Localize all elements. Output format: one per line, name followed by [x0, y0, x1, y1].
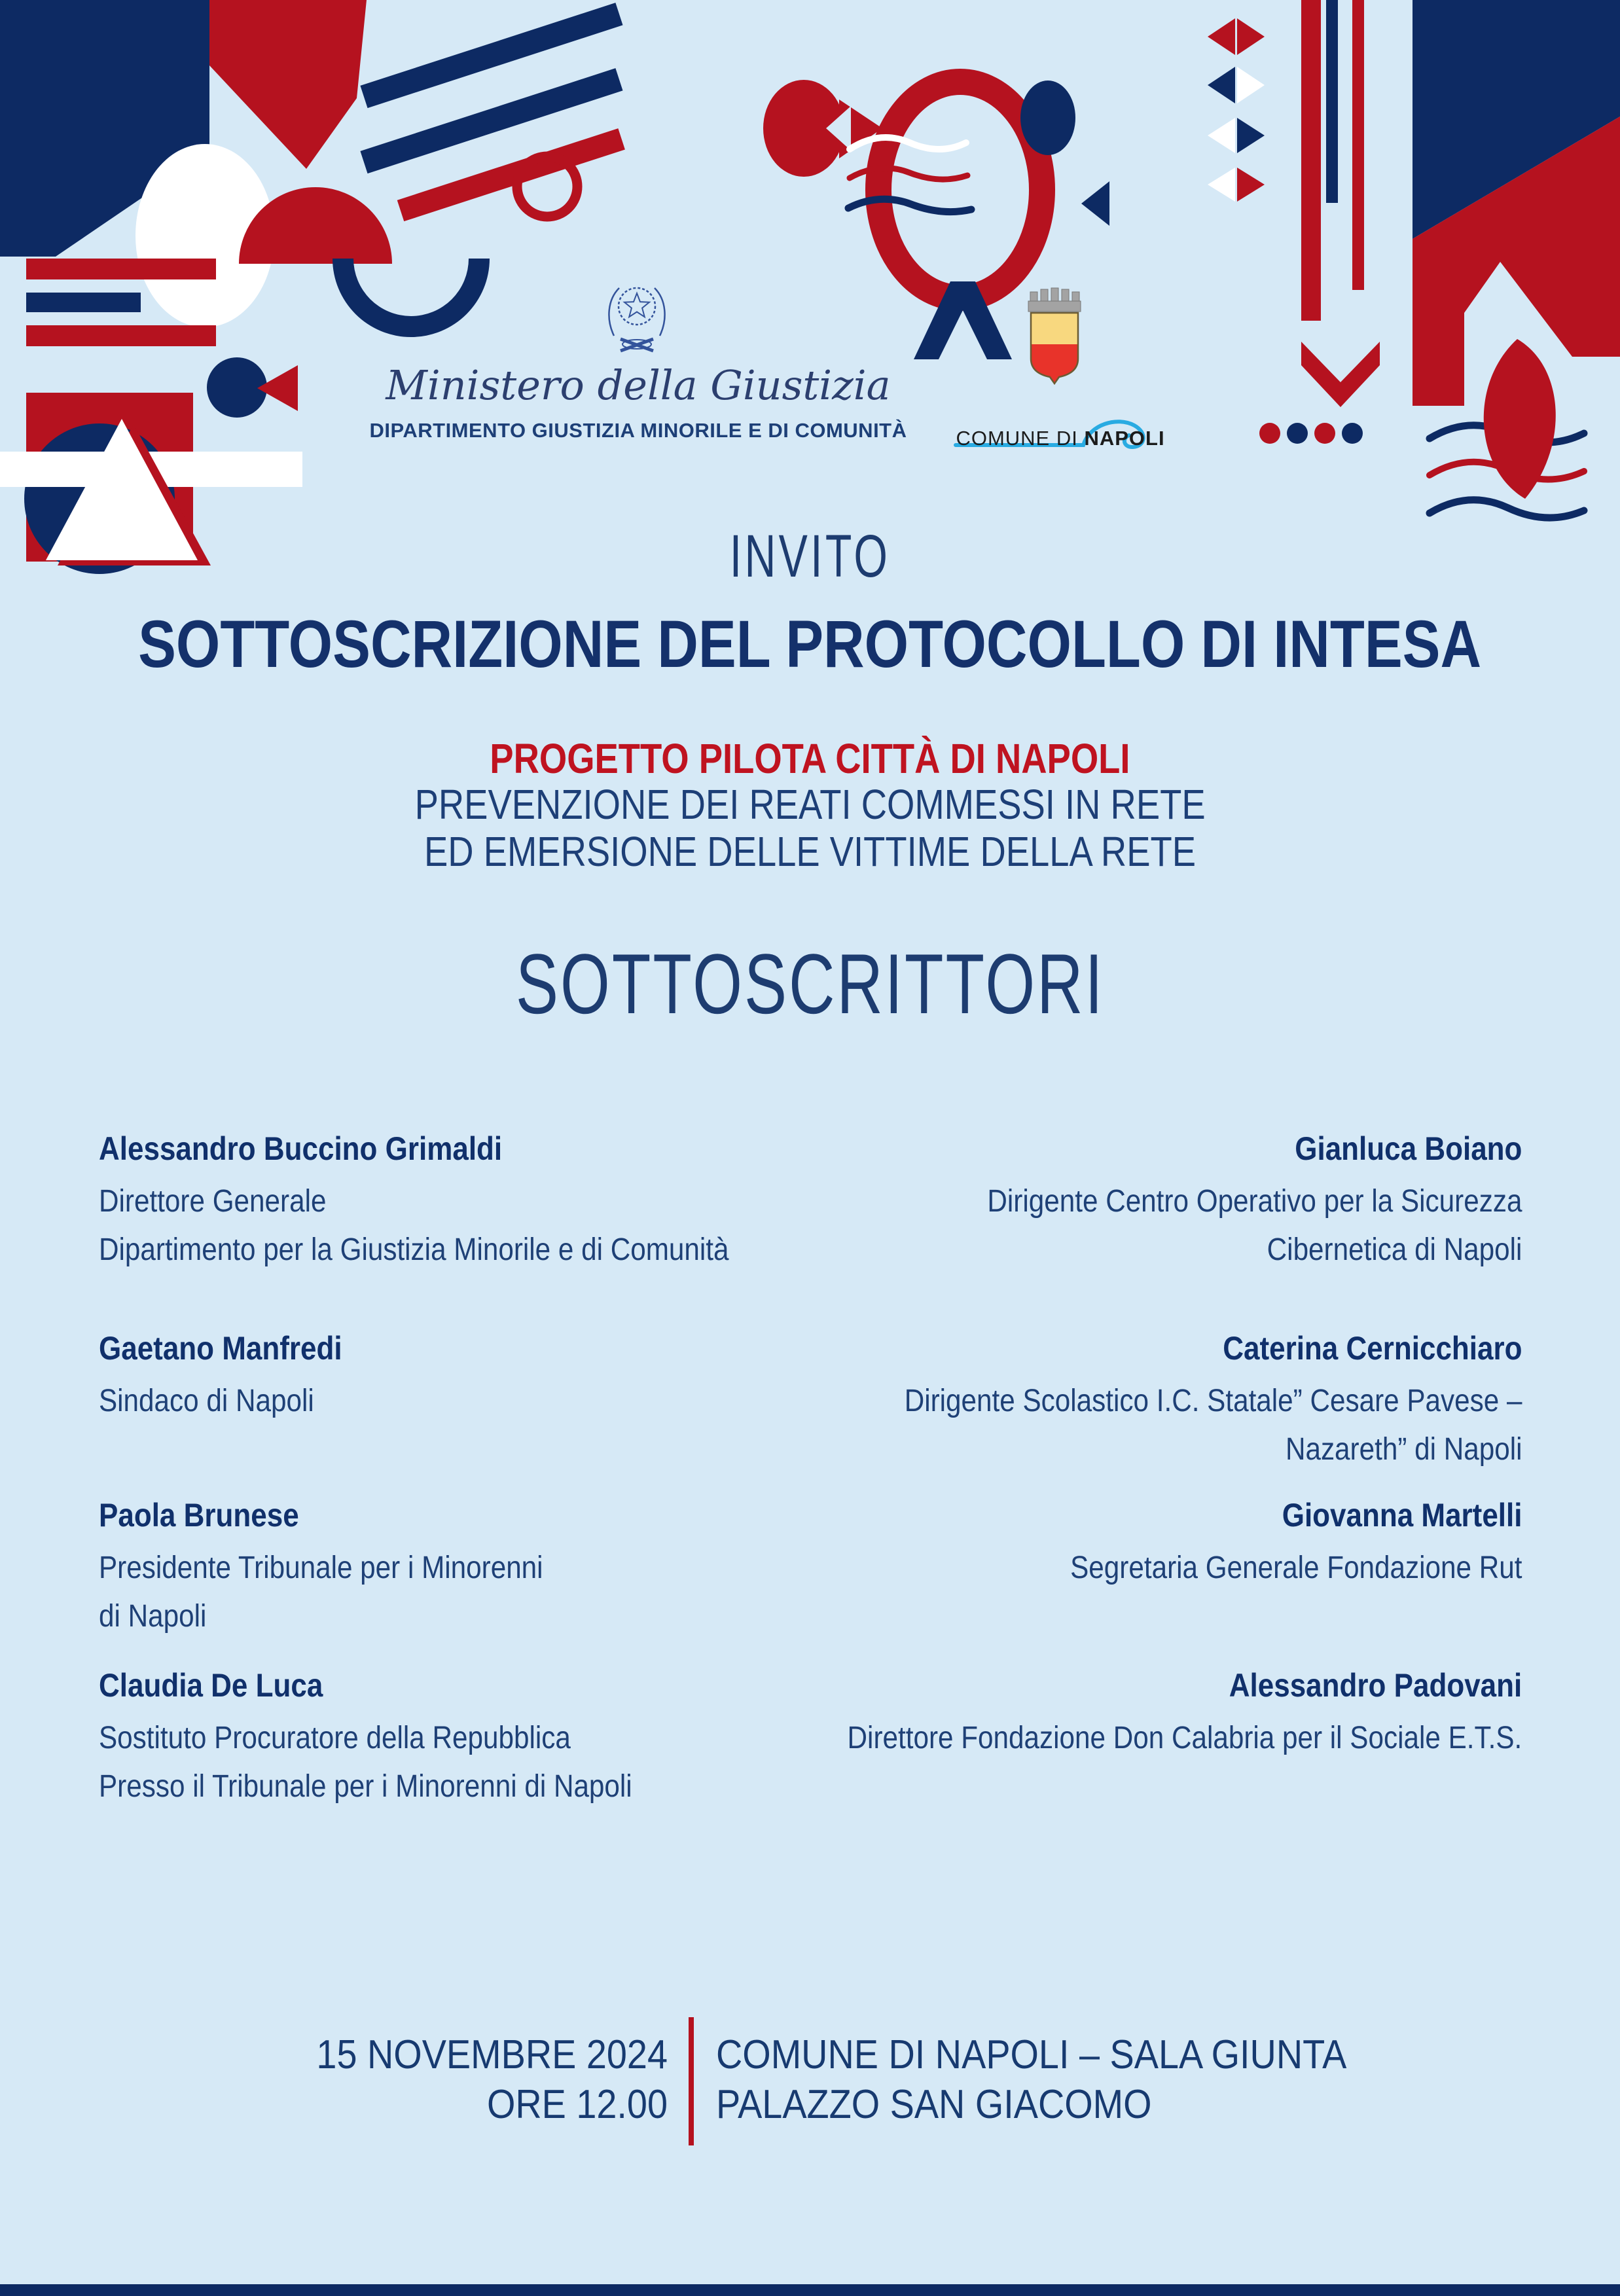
event-date-block	[291, 2030, 668, 2130]
project-subtitle-line2: ED EMERSIONE DELLE VITTIME DELLA RETE	[424, 828, 1196, 875]
signatory-entry	[904, 1329, 1522, 1474]
signatory-entry	[99, 1129, 729, 1274]
page-title: SOTTOSCRIZIONE DEL PROTOCOLLO DI INTESA	[138, 607, 1482, 681]
signatory-name: Alessandro Padovani	[1229, 1667, 1522, 1704]
signatory-role-line: Nazareth” di Napoli	[1285, 1432, 1522, 1467]
mural-crown-icon	[1028, 288, 1081, 312]
signatory-entry	[99, 1329, 342, 1426]
signatory-entry	[1070, 1496, 1522, 1592]
signatory-role-line: di Napoli	[99, 1599, 207, 1634]
deco-pair-triangle	[1237, 67, 1265, 103]
deco-dot	[1287, 423, 1308, 444]
event-time: ORE 12.00	[486, 2082, 668, 2127]
deco-bar-red-1	[26, 259, 216, 279]
italy-emblem-icon	[601, 274, 673, 365]
deco-dot	[1314, 423, 1335, 444]
deco-red-chevron-down	[1301, 342, 1380, 407]
deco-pair-triangle	[1237, 168, 1265, 202]
event-venue-line: PALAZZO SAN GIACOMO	[716, 2082, 1152, 2127]
signatory-role-line: Cibernetica di Napoli	[1267, 1232, 1522, 1267]
decorative-band	[0, 0, 1620, 589]
signatory-role-line: Direttore Fondazione Don Calabria per il Sociale E.T.S.	[847, 1721, 1522, 1755]
deco-red-ring-large	[878, 82, 1042, 298]
signatory-role-line: Sostituto Procuratore della Repubblica	[99, 1721, 571, 1755]
project-title: PROGETTO PILOTA CITTÀ DI NAPOLI	[490, 735, 1130, 782]
signatory-role-line: Presidente Tribunale per i Minorenni	[99, 1551, 543, 1585]
deco-navy-dot-left	[207, 357, 267, 418]
deco-pair-triangle	[1208, 18, 1235, 55]
signatory-name: Gianluca Boiano	[1294, 1130, 1522, 1167]
deco-navy-ellipse	[1020, 81, 1075, 155]
deco-pair-triangle	[1237, 118, 1265, 153]
deco-dot	[1342, 423, 1363, 444]
deco-dots	[1259, 423, 1363, 444]
signatory-role-line: Segretaria Generale Fondazione Rut	[1070, 1551, 1522, 1585]
signatory-entry	[99, 1666, 632, 1811]
napoli-label	[952, 427, 1168, 450]
signatory-name: Claudia De Luca	[99, 1667, 323, 1704]
napoli-label-bold: NAPOLI	[1084, 427, 1165, 450]
deco-pair-triangle	[1208, 168, 1235, 202]
deco-pair-triangle	[1208, 67, 1235, 103]
signatory-name: Caterina Cernicchiaro	[1222, 1330, 1522, 1367]
ministry-department: DIPARTIMENTO GIUSTIZIA MINORILE E DI COMUNITÀ	[369, 419, 907, 442]
signatory-name: Paola Brunese	[99, 1497, 299, 1534]
event-date: 15 NOVEMBRE 2024	[316, 2032, 668, 2077]
deco-navy-triangle-left	[1081, 181, 1109, 226]
deco-bar-red-2	[26, 325, 216, 346]
deco-pair-triangle	[1237, 18, 1265, 55]
signatory-entry	[99, 1496, 543, 1641]
deco-triangle-pairs	[1208, 18, 1265, 202]
deco-wave-navy-r3	[1430, 500, 1584, 518]
deco-red-arrow-left-small	[257, 365, 298, 411]
deco-leaf-red	[1484, 339, 1556, 499]
event-divider	[689, 2017, 694, 2145]
invitation-kicker: INVITO	[729, 523, 891, 590]
signatory-role-line: Dipartimento per la Giustizia Minorile e di Comunità	[99, 1232, 729, 1267]
signatory-role-line: Dirigente Centro Operativo per la Sicurezza	[986, 1184, 1522, 1219]
napoli-label-regular: COMUNE DI	[956, 427, 1085, 450]
signatory-role-line: Sindaco di Napoli	[99, 1384, 314, 1418]
deco-navy-arc	[333, 259, 490, 337]
signatories-section-title: SOTTOSCRITTORI	[515, 936, 1105, 1031]
signatory-name: Giovanna Martelli	[1282, 1497, 1522, 1534]
signatory-name: Gaetano Manfredi	[99, 1330, 342, 1367]
signatory-entry	[847, 1666, 1522, 1763]
deco-bar-navy	[26, 293, 141, 312]
deco-vbar-navy	[1326, 0, 1338, 203]
deco-vbar-red-2	[1352, 0, 1364, 290]
deco-dot	[1259, 423, 1280, 444]
event-venue-line: COMUNE DI NAPOLI – SALA GIUNTA	[716, 2032, 1347, 2077]
signatory-entry	[987, 1129, 1522, 1274]
deco-wave-white	[850, 137, 966, 149]
deco-red-hex-left	[209, 0, 367, 169]
deco-pair-triangle	[1208, 118, 1235, 153]
ministry-name: Ministero della Giustizia	[386, 361, 891, 409]
event-venue-block	[716, 2030, 1423, 2130]
signatory-role-line: Dirigente Scolastico I.C. Statale” Cesare Pavese –	[904, 1384, 1522, 1418]
project-subtitle-line1: PREVENZIONE DEI REATI COMMESSI IN RETE	[414, 781, 1206, 828]
signatory-name: Alessandro Buccino Grimaldi	[99, 1130, 503, 1167]
deco-vbar-red-1	[1301, 0, 1321, 321]
signatory-role-line: Direttore Generale	[99, 1184, 327, 1219]
napoli-crest-icon	[1023, 281, 1086, 399]
signatory-role-line: Presso il Tribunale per i Minorenni di Napoli	[99, 1769, 632, 1804]
bottom-navy-bar	[0, 2284, 1620, 2296]
